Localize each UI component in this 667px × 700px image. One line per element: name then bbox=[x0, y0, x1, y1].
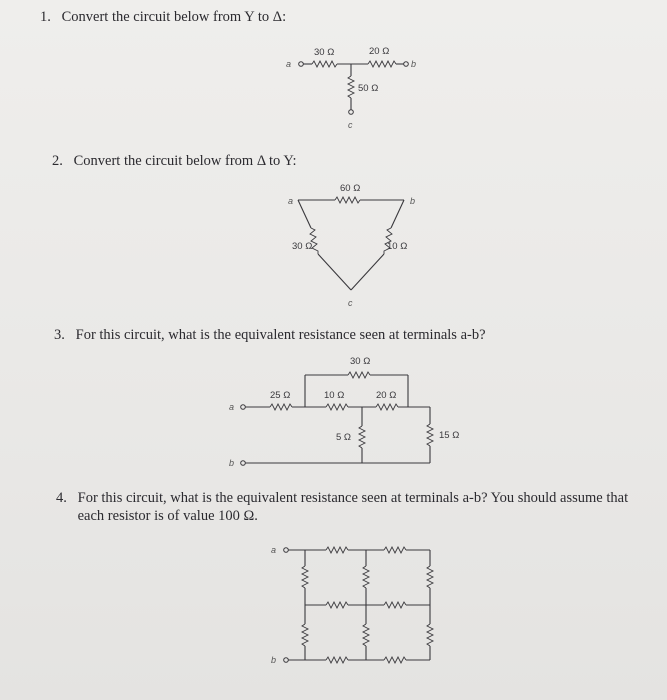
terminal-b-node bbox=[241, 461, 246, 466]
resistor-20-ohm bbox=[376, 404, 398, 410]
question-3-number: 3. bbox=[54, 327, 65, 343]
circuit-1-label-50: 50 Ω bbox=[358, 83, 379, 94]
resistor-60-ohm bbox=[335, 197, 360, 203]
circuit-1-label-20: 20 Ω bbox=[369, 46, 390, 57]
grid-resistor bbox=[326, 547, 348, 553]
circuit-3-terminal-b: b bbox=[229, 458, 235, 468]
grid-resistor bbox=[384, 602, 406, 608]
question-2-number: 2. bbox=[52, 153, 63, 169]
circuit-2-label-30: 30 Ω bbox=[292, 241, 313, 252]
circuit-2 bbox=[288, 183, 415, 308]
grid-resistor bbox=[384, 547, 406, 553]
grid-resistor bbox=[363, 624, 369, 646]
question-4-number: 4. bbox=[56, 490, 67, 506]
circuit-1-label-30: 30 Ω bbox=[314, 47, 335, 58]
circuit-2-terminal-b: b bbox=[410, 196, 416, 206]
resistor-15-ohm bbox=[427, 424, 433, 446]
resistor-5-ohm bbox=[359, 426, 365, 448]
circuit-3 bbox=[229, 356, 459, 468]
circuit-3-label-5: 5 Ω bbox=[336, 432, 352, 443]
terminal-a-node bbox=[241, 405, 246, 410]
grid-resistor bbox=[384, 657, 406, 663]
circuit-2-label-10: 10 Ω bbox=[387, 241, 408, 252]
circuit-3-label-30: 30 Ω bbox=[350, 356, 371, 367]
circuit-3-terminal-a: a bbox=[229, 402, 235, 412]
resistor-50-ohm bbox=[348, 76, 354, 98]
circuit-1-terminal-a: a bbox=[286, 59, 292, 69]
terminal-b-node bbox=[404, 62, 409, 67]
terminal-c-node bbox=[349, 110, 354, 115]
circuit-3-label-15: 15 Ω bbox=[439, 430, 460, 441]
question-3-text: For this circuit, what is the equivalent resistance seen at terminals a-b? bbox=[75, 327, 486, 343]
resistor-25-ohm bbox=[270, 404, 292, 410]
grid-resistor bbox=[427, 624, 433, 646]
question-1-number: 1. bbox=[40, 9, 51, 25]
circuit-3-label-10: 10 Ω bbox=[324, 390, 345, 401]
resistor-10-ohm bbox=[326, 404, 348, 410]
circuit-2-label-60: 60 Ω bbox=[340, 183, 361, 194]
question-4-text: For this circuit, what is the equivalent resistance seen at terminals a-b? You should assume that each resistor is of value 100 Ω. bbox=[77, 490, 629, 524]
terminal-a-node bbox=[299, 62, 304, 67]
circuit-2-terminal-c: c bbox=[348, 298, 353, 308]
circuit-3-label-20: 20 Ω bbox=[376, 390, 397, 401]
grid-resistor bbox=[363, 566, 369, 588]
circuit-4-terminal-b: b bbox=[271, 655, 277, 665]
circuit-1-terminal-b: b bbox=[411, 59, 417, 69]
circuit-1 bbox=[286, 46, 416, 130]
terminal-b-node bbox=[284, 658, 289, 663]
circuit-1-terminal-c: c bbox=[348, 120, 353, 130]
grid-resistor bbox=[326, 657, 348, 663]
resistor-20-ohm bbox=[368, 61, 396, 67]
grid-resistor bbox=[326, 602, 348, 608]
circuit-3-label-25: 25 Ω bbox=[270, 390, 291, 401]
grid-resistor bbox=[427, 566, 433, 588]
resistor-30-ohm-top bbox=[348, 372, 370, 378]
terminal-a-node bbox=[284, 548, 289, 553]
resistor-30-ohm bbox=[312, 61, 337, 67]
circuit-4-terminal-a: a bbox=[271, 545, 277, 555]
question-1-text: Convert the circuit below from Y to Δ: bbox=[61, 9, 287, 25]
grid-resistor bbox=[302, 624, 308, 646]
grid-resistor bbox=[302, 566, 308, 588]
question-2-text: Convert the circuit below from Δ to Y: bbox=[73, 153, 297, 169]
circuit-2-terminal-a: a bbox=[288, 196, 294, 206]
circuit-4 bbox=[271, 545, 433, 665]
